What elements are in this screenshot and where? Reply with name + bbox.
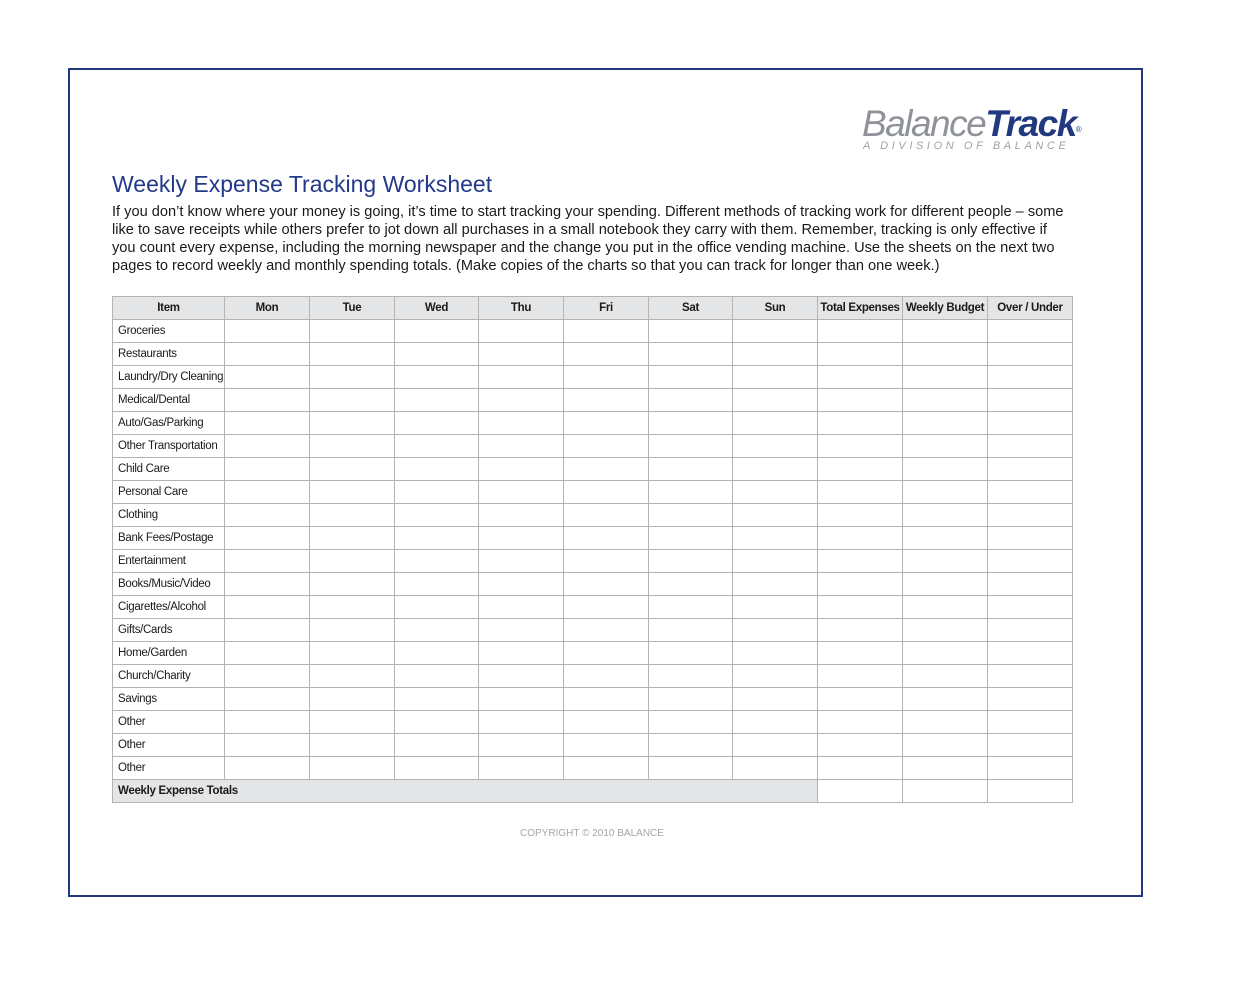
- entry-cell[interactable]: [903, 504, 988, 527]
- entry-cell[interactable]: [649, 527, 733, 550]
- column-header: Sat: [649, 297, 733, 320]
- row-label: Gifts/Cards: [113, 619, 225, 642]
- row-label: Medical/Dental: [113, 389, 225, 412]
- entry-cell[interactable]: [225, 320, 310, 343]
- table-row: [113, 573, 1073, 596]
- entry-cell[interactable]: [818, 550, 903, 573]
- table-row: [113, 550, 1073, 573]
- entry-cell[interactable]: [310, 550, 395, 573]
- intro-paragraph: If you don’t know where your money is going, it’s time to start tracking your spending. Different methods of tracking work for different people – some like to save receipts while others prefer to jot down all purchases in a small notebook they carry with them. Remember, tracking is only effective if you count every expense, including the morning newspaper and the change you put in the office vending machine. Use the sheets on the next two pages to record weekly and monthly spending totals. (Make copies of the charts so that you can track for longer than one week.): [112, 204, 1064, 274]
- page-title: Weekly Expense Tracking Worksheet: [112, 171, 493, 197]
- entry-cell[interactable]: [225, 504, 310, 527]
- entry-cell[interactable]: [733, 596, 818, 619]
- entry-cell[interactable]: [225, 734, 310, 757]
- entry-cell[interactable]: [903, 366, 988, 389]
- entry-cell[interactable]: [903, 688, 988, 711]
- entry-cell[interactable]: [988, 320, 1073, 343]
- entry-cell[interactable]: [564, 619, 649, 642]
- entry-cell[interactable]: [479, 550, 564, 573]
- entry-cell[interactable]: [649, 688, 733, 711]
- entry-cell[interactable]: [395, 504, 479, 527]
- entry-cell[interactable]: [479, 711, 564, 734]
- column-header: Thu: [479, 297, 564, 320]
- entry-cell[interactable]: [310, 435, 395, 458]
- entry-cell[interactable]: [988, 619, 1073, 642]
- entry-cell[interactable]: [733, 504, 818, 527]
- entry-cell[interactable]: [479, 619, 564, 642]
- entry-cell[interactable]: [733, 734, 818, 757]
- entry-cell[interactable]: [564, 366, 649, 389]
- logo-word-track: Track: [985, 103, 1076, 144]
- entry-cell[interactable]: [395, 711, 479, 734]
- logo-tagline: A DIVISION OF BALANCE: [863, 140, 1070, 152]
- row-label: Other: [113, 711, 225, 734]
- row-label: Clothing: [113, 504, 225, 527]
- entry-cell[interactable]: [564, 481, 649, 504]
- entry-cell[interactable]: [564, 711, 649, 734]
- entry-cell[interactable]: [395, 550, 479, 573]
- entry-cell[interactable]: [395, 389, 479, 412]
- entry-cell[interactable]: [564, 688, 649, 711]
- table-row: [113, 458, 1073, 481]
- entry-cell[interactable]: [733, 412, 818, 435]
- entry-cell[interactable]: [225, 458, 310, 481]
- entry-cell[interactable]: [225, 619, 310, 642]
- entry-cell[interactable]: [564, 412, 649, 435]
- entry-cell[interactable]: [479, 757, 564, 780]
- total-entry-cell[interactable]: [903, 780, 988, 803]
- column-header: Mon: [225, 297, 310, 320]
- row-label: Personal Care: [113, 481, 225, 504]
- entry-cell[interactable]: [988, 688, 1073, 711]
- entry-cell[interactable]: [649, 435, 733, 458]
- entry-cell[interactable]: [818, 734, 903, 757]
- entry-cell[interactable]: [395, 665, 479, 688]
- entry-cell[interactable]: [395, 481, 479, 504]
- entry-cell[interactable]: [395, 573, 479, 596]
- entry-cell[interactable]: [225, 757, 310, 780]
- entry-cell[interactable]: [988, 550, 1073, 573]
- entry-cell[interactable]: [225, 527, 310, 550]
- entry-cell[interactable]: [818, 688, 903, 711]
- entry-cell[interactable]: [395, 320, 479, 343]
- entry-cell[interactable]: [310, 389, 395, 412]
- entry-cell[interactable]: [479, 734, 564, 757]
- entry-cell[interactable]: [225, 573, 310, 596]
- entry-cell[interactable]: [310, 320, 395, 343]
- entry-cell[interactable]: [564, 642, 649, 665]
- entry-cell[interactable]: [988, 596, 1073, 619]
- entry-cell[interactable]: [564, 320, 649, 343]
- entry-cell[interactable]: [310, 734, 395, 757]
- row-label: Laundry/Dry Cleaning: [113, 366, 225, 389]
- row-label: Groceries: [113, 320, 225, 343]
- entry-cell[interactable]: [988, 481, 1073, 504]
- entry-cell[interactable]: [479, 642, 564, 665]
- table-row: [113, 435, 1073, 458]
- entry-cell[interactable]: [479, 435, 564, 458]
- entry-cell[interactable]: [818, 596, 903, 619]
- entry-cell[interactable]: [564, 527, 649, 550]
- entry-cell[interactable]: [564, 665, 649, 688]
- entry-cell[interactable]: [225, 688, 310, 711]
- entry-cell[interactable]: [564, 734, 649, 757]
- column-header: Total Expenses: [818, 297, 903, 320]
- entry-cell[interactable]: [225, 366, 310, 389]
- entry-cell[interactable]: [733, 665, 818, 688]
- table-row: [113, 734, 1073, 757]
- table-header-row: [113, 297, 1073, 320]
- expense-table: [112, 296, 1073, 803]
- entry-cell[interactable]: [310, 504, 395, 527]
- logo-word-balance: Balance: [862, 103, 986, 144]
- entry-cell[interactable]: [649, 481, 733, 504]
- entry-cell[interactable]: [225, 642, 310, 665]
- entry-cell[interactable]: [733, 619, 818, 642]
- entry-cell[interactable]: [310, 527, 395, 550]
- entry-cell[interactable]: [903, 734, 988, 757]
- table-row: [113, 481, 1073, 504]
- entry-cell[interactable]: [310, 481, 395, 504]
- column-header: Sun: [733, 297, 818, 320]
- entry-cell[interactable]: [818, 458, 903, 481]
- entry-cell[interactable]: [225, 665, 310, 688]
- entry-cell[interactable]: [903, 550, 988, 573]
- entry-cell[interactable]: [903, 527, 988, 550]
- entry-cell[interactable]: [733, 711, 818, 734]
- entry-cell[interactable]: [818, 573, 903, 596]
- entry-cell[interactable]: [733, 366, 818, 389]
- row-label: Books/Music/Video: [113, 573, 225, 596]
- entry-cell[interactable]: [310, 665, 395, 688]
- entry-cell[interactable]: [649, 642, 733, 665]
- table-row: [113, 665, 1073, 688]
- table-row: [113, 527, 1073, 550]
- table-row: [113, 711, 1073, 734]
- entry-cell[interactable]: [903, 665, 988, 688]
- column-header: Weekly Budget: [903, 297, 988, 320]
- entry-cell[interactable]: [818, 343, 903, 366]
- table-row: [113, 504, 1073, 527]
- entry-cell[interactable]: [310, 573, 395, 596]
- table-row: [113, 343, 1073, 366]
- entry-cell[interactable]: [733, 481, 818, 504]
- entry-cell[interactable]: [479, 665, 564, 688]
- entry-cell[interactable]: [225, 343, 310, 366]
- entry-cell[interactable]: [903, 573, 988, 596]
- entry-cell[interactable]: [649, 504, 733, 527]
- entry-cell[interactable]: [479, 504, 564, 527]
- entry-cell[interactable]: [395, 596, 479, 619]
- row-label: Home/Garden: [113, 642, 225, 665]
- entry-cell[interactable]: [733, 320, 818, 343]
- entry-cell[interactable]: [564, 573, 649, 596]
- entry-cell[interactable]: [649, 389, 733, 412]
- entry-cell[interactable]: [310, 688, 395, 711]
- entry-cell[interactable]: [903, 642, 988, 665]
- entry-cell[interactable]: [818, 366, 903, 389]
- entry-cell[interactable]: [988, 527, 1073, 550]
- table-row: [113, 757, 1073, 780]
- logo-wordmark: [862, 103, 1082, 144]
- entry-cell[interactable]: [818, 481, 903, 504]
- entry-cell[interactable]: [818, 435, 903, 458]
- entry-cell[interactable]: [564, 435, 649, 458]
- total-entry-cell[interactable]: [818, 780, 903, 803]
- entry-cell[interactable]: [988, 642, 1073, 665]
- column-header: Tue: [310, 297, 395, 320]
- total-entry-cell[interactable]: [988, 780, 1073, 803]
- entry-cell[interactable]: [395, 757, 479, 780]
- entry-cell[interactable]: [733, 757, 818, 780]
- entry-cell[interactable]: [903, 596, 988, 619]
- entry-cell[interactable]: [818, 412, 903, 435]
- entry-cell[interactable]: [988, 412, 1073, 435]
- entry-cell[interactable]: [564, 343, 649, 366]
- row-label: Cigarettes/Alcohol: [113, 596, 225, 619]
- entry-cell[interactable]: [649, 596, 733, 619]
- copyright-notice: COPYRIGHT © 2010 BALANCE: [520, 828, 664, 839]
- entry-cell[interactable]: [649, 573, 733, 596]
- entry-cell[interactable]: [988, 366, 1073, 389]
- entry-cell[interactable]: [395, 458, 479, 481]
- table-row: [113, 596, 1073, 619]
- entry-cell[interactable]: [988, 573, 1073, 596]
- entry-cell[interactable]: [649, 320, 733, 343]
- table-row: [113, 688, 1073, 711]
- entry-cell[interactable]: [479, 412, 564, 435]
- row-label: Other Transportation: [113, 435, 225, 458]
- entry-cell[interactable]: [988, 435, 1073, 458]
- entry-cell[interactable]: [903, 481, 988, 504]
- entry-cell[interactable]: [395, 412, 479, 435]
- entry-cell[interactable]: [733, 527, 818, 550]
- entry-cell[interactable]: [649, 550, 733, 573]
- entry-cell[interactable]: [225, 389, 310, 412]
- entry-cell[interactable]: [310, 458, 395, 481]
- entry-cell[interactable]: [988, 389, 1073, 412]
- entry-cell[interactable]: [395, 527, 479, 550]
- entry-cell[interactable]: [564, 550, 649, 573]
- entry-cell[interactable]: [818, 527, 903, 550]
- entry-cell[interactable]: [649, 665, 733, 688]
- table-row: [113, 320, 1073, 343]
- totals-label: Weekly Expense Totals: [113, 780, 818, 803]
- entry-cell[interactable]: [733, 389, 818, 412]
- row-label: Other: [113, 734, 225, 757]
- entry-cell[interactable]: [818, 320, 903, 343]
- entry-cell[interactable]: [395, 734, 479, 757]
- entry-cell[interactable]: [903, 619, 988, 642]
- entry-cell[interactable]: [310, 642, 395, 665]
- entry-cell[interactable]: [564, 757, 649, 780]
- entry-cell[interactable]: [818, 389, 903, 412]
- table-row: [113, 412, 1073, 435]
- entry-cell[interactable]: [479, 366, 564, 389]
- entry-cell[interactable]: [733, 550, 818, 573]
- entry-cell[interactable]: [395, 619, 479, 642]
- row-label: Auto/Gas/Parking: [113, 412, 225, 435]
- table-row: [113, 619, 1073, 642]
- entry-cell[interactable]: [395, 435, 479, 458]
- entry-cell[interactable]: [903, 412, 988, 435]
- entry-cell[interactable]: [479, 573, 564, 596]
- row-label: Restaurants: [113, 343, 225, 366]
- entry-cell[interactable]: [649, 757, 733, 780]
- table-row: [113, 389, 1073, 412]
- entry-cell[interactable]: [225, 435, 310, 458]
- entry-cell[interactable]: [988, 343, 1073, 366]
- totals-row: [113, 780, 1073, 803]
- entry-cell[interactable]: [818, 665, 903, 688]
- row-label: Child Care: [113, 458, 225, 481]
- entry-cell[interactable]: [479, 343, 564, 366]
- entry-cell[interactable]: [649, 619, 733, 642]
- entry-cell[interactable]: [733, 343, 818, 366]
- entry-cell[interactable]: [818, 619, 903, 642]
- entry-cell[interactable]: [733, 435, 818, 458]
- entry-cell[interactable]: [988, 665, 1073, 688]
- entry-cell[interactable]: [564, 504, 649, 527]
- logo-registered-mark: ®: [1075, 125, 1082, 134]
- column-header: Wed: [395, 297, 479, 320]
- entry-cell[interactable]: [225, 711, 310, 734]
- row-label: Other: [113, 757, 225, 780]
- row-label: Church/Charity: [113, 665, 225, 688]
- row-label: Savings: [113, 688, 225, 711]
- entry-cell[interactable]: [649, 343, 733, 366]
- entry-cell[interactable]: [818, 711, 903, 734]
- entry-cell[interactable]: [479, 458, 564, 481]
- entry-cell[interactable]: [903, 711, 988, 734]
- column-header: Fri: [564, 297, 649, 320]
- entry-cell[interactable]: [988, 711, 1073, 734]
- entry-cell[interactable]: [479, 596, 564, 619]
- entry-cell[interactable]: [649, 458, 733, 481]
- entry-cell[interactable]: [310, 596, 395, 619]
- entry-cell[interactable]: [395, 642, 479, 665]
- entry-cell[interactable]: [225, 596, 310, 619]
- entry-cell[interactable]: [988, 504, 1073, 527]
- entry-cell[interactable]: [479, 389, 564, 412]
- table-row: [113, 642, 1073, 665]
- entry-cell[interactable]: [649, 412, 733, 435]
- entry-cell[interactable]: [903, 320, 988, 343]
- entry-cell[interactable]: [479, 527, 564, 550]
- row-label: Bank Fees/Postage: [113, 527, 225, 550]
- entry-cell[interactable]: [479, 688, 564, 711]
- entry-cell[interactable]: [988, 734, 1073, 757]
- entry-cell[interactable]: [225, 412, 310, 435]
- entry-cell[interactable]: [988, 458, 1073, 481]
- entry-cell[interactable]: [649, 734, 733, 757]
- entry-cell[interactable]: [310, 343, 395, 366]
- entry-cell[interactable]: [903, 435, 988, 458]
- entry-cell[interactable]: [395, 366, 479, 389]
- entry-cell[interactable]: [564, 596, 649, 619]
- entry-cell[interactable]: [225, 481, 310, 504]
- entry-cell[interactable]: [225, 550, 310, 573]
- entry-cell[interactable]: [310, 711, 395, 734]
- balancetrack-logo: [862, 103, 1082, 152]
- entry-cell[interactable]: [310, 757, 395, 780]
- entry-cell[interactable]: [564, 458, 649, 481]
- entry-cell[interactable]: [903, 458, 988, 481]
- entry-cell[interactable]: [310, 366, 395, 389]
- entry-cell[interactable]: [479, 320, 564, 343]
- entry-cell[interactable]: [818, 504, 903, 527]
- entry-cell[interactable]: [649, 711, 733, 734]
- entry-cell[interactable]: [564, 389, 649, 412]
- entry-cell[interactable]: [903, 389, 988, 412]
- table-row: [113, 366, 1073, 389]
- row-label: Entertainment: [113, 550, 225, 573]
- entry-cell[interactable]: [733, 688, 818, 711]
- entry-cell[interactable]: [310, 412, 395, 435]
- entry-cell[interactable]: [988, 757, 1073, 780]
- entry-cell[interactable]: [818, 757, 903, 780]
- column-header: Over / Under: [988, 297, 1073, 320]
- entry-cell[interactable]: [733, 642, 818, 665]
- entry-cell[interactable]: [903, 757, 988, 780]
- entry-cell[interactable]: [395, 343, 479, 366]
- column-header: Item: [113, 297, 225, 320]
- entry-cell[interactable]: [818, 642, 903, 665]
- entry-cell[interactable]: [733, 458, 818, 481]
- entry-cell[interactable]: [903, 343, 988, 366]
- entry-cell[interactable]: [649, 366, 733, 389]
- entry-cell[interactable]: [733, 573, 818, 596]
- entry-cell[interactable]: [479, 481, 564, 504]
- entry-cell[interactable]: [310, 619, 395, 642]
- entry-cell[interactable]: [395, 688, 479, 711]
